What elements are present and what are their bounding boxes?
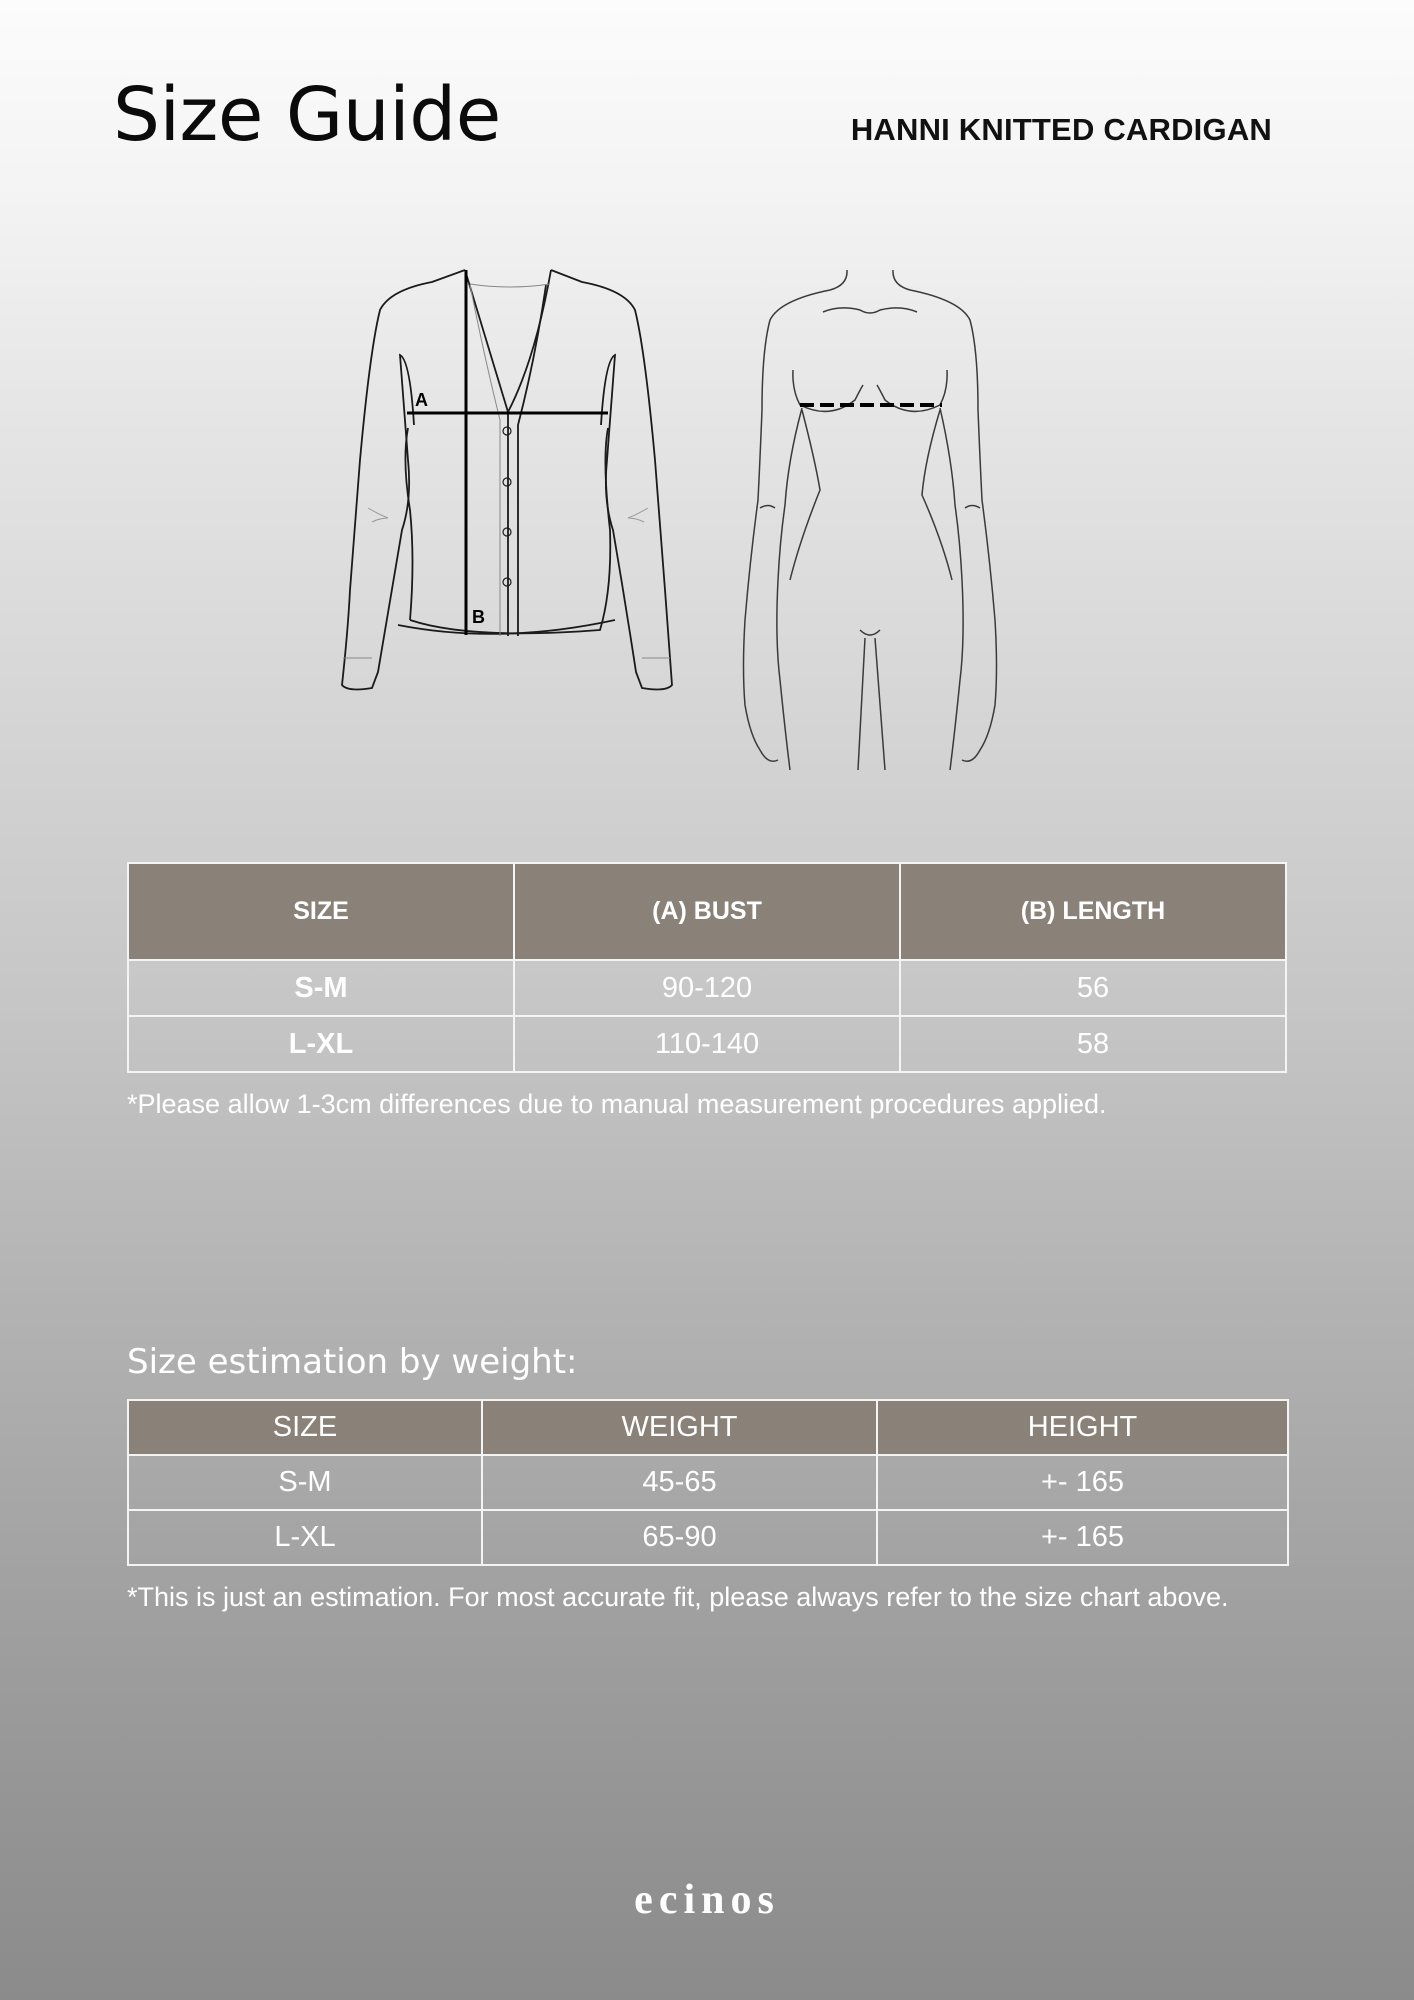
table-header-row (128, 1400, 1288, 1455)
cardigan-sketch-icon (320, 260, 700, 710)
cell-bust: 90-120 (514, 960, 900, 1016)
estimation-note: *This is just an estimation. For most accurate fit, please always refer to the size chart above. (127, 1582, 1229, 1612)
size-chart-table (127, 862, 1287, 1073)
column-header-bust: (A) BUST (514, 863, 900, 960)
weight-section-title: Size estimation by weight: (127, 1342, 578, 1382)
body-figure-icon (720, 260, 1020, 790)
column-header-size: SIZE (128, 1400, 482, 1455)
column-header-weight: WEIGHT (482, 1400, 877, 1455)
table-row (128, 960, 1286, 1016)
cell-height: +- 165 (877, 1510, 1288, 1565)
cell-bust: 110-140 (514, 1016, 900, 1072)
cell-weight: 65-90 (482, 1510, 877, 1565)
cell-size: S-M (128, 960, 514, 1016)
column-header-height: HEIGHT (877, 1400, 1288, 1455)
weight-chart-table (127, 1399, 1289, 1566)
cell-length: 56 (900, 960, 1286, 1016)
cell-weight: 45-65 (482, 1455, 877, 1510)
cell-size: L-XL (128, 1510, 482, 1565)
page-title: Size Guide (113, 72, 501, 158)
measurement-note: *Please allow 1-3cm differences due to manual measurement procedures applied. (127, 1089, 1107, 1119)
label-b: B (472, 607, 485, 627)
cell-length: 58 (900, 1016, 1286, 1072)
cell-size: S-M (128, 1455, 482, 1510)
cell-height: +- 165 (877, 1455, 1288, 1510)
table-row (128, 1455, 1288, 1510)
product-name: HANNI KNITTED CARDIGAN (850, 112, 1272, 147)
brand-logo: ecinos (634, 1877, 780, 1923)
table-row (128, 1016, 1286, 1072)
column-header-size: SIZE (128, 863, 514, 960)
table-row (128, 1510, 1288, 1565)
column-header-length: (B) LENGTH (900, 863, 1286, 960)
label-a: A (415, 390, 428, 410)
cell-size: L-XL (128, 1016, 514, 1072)
table-header-row (128, 863, 1286, 960)
